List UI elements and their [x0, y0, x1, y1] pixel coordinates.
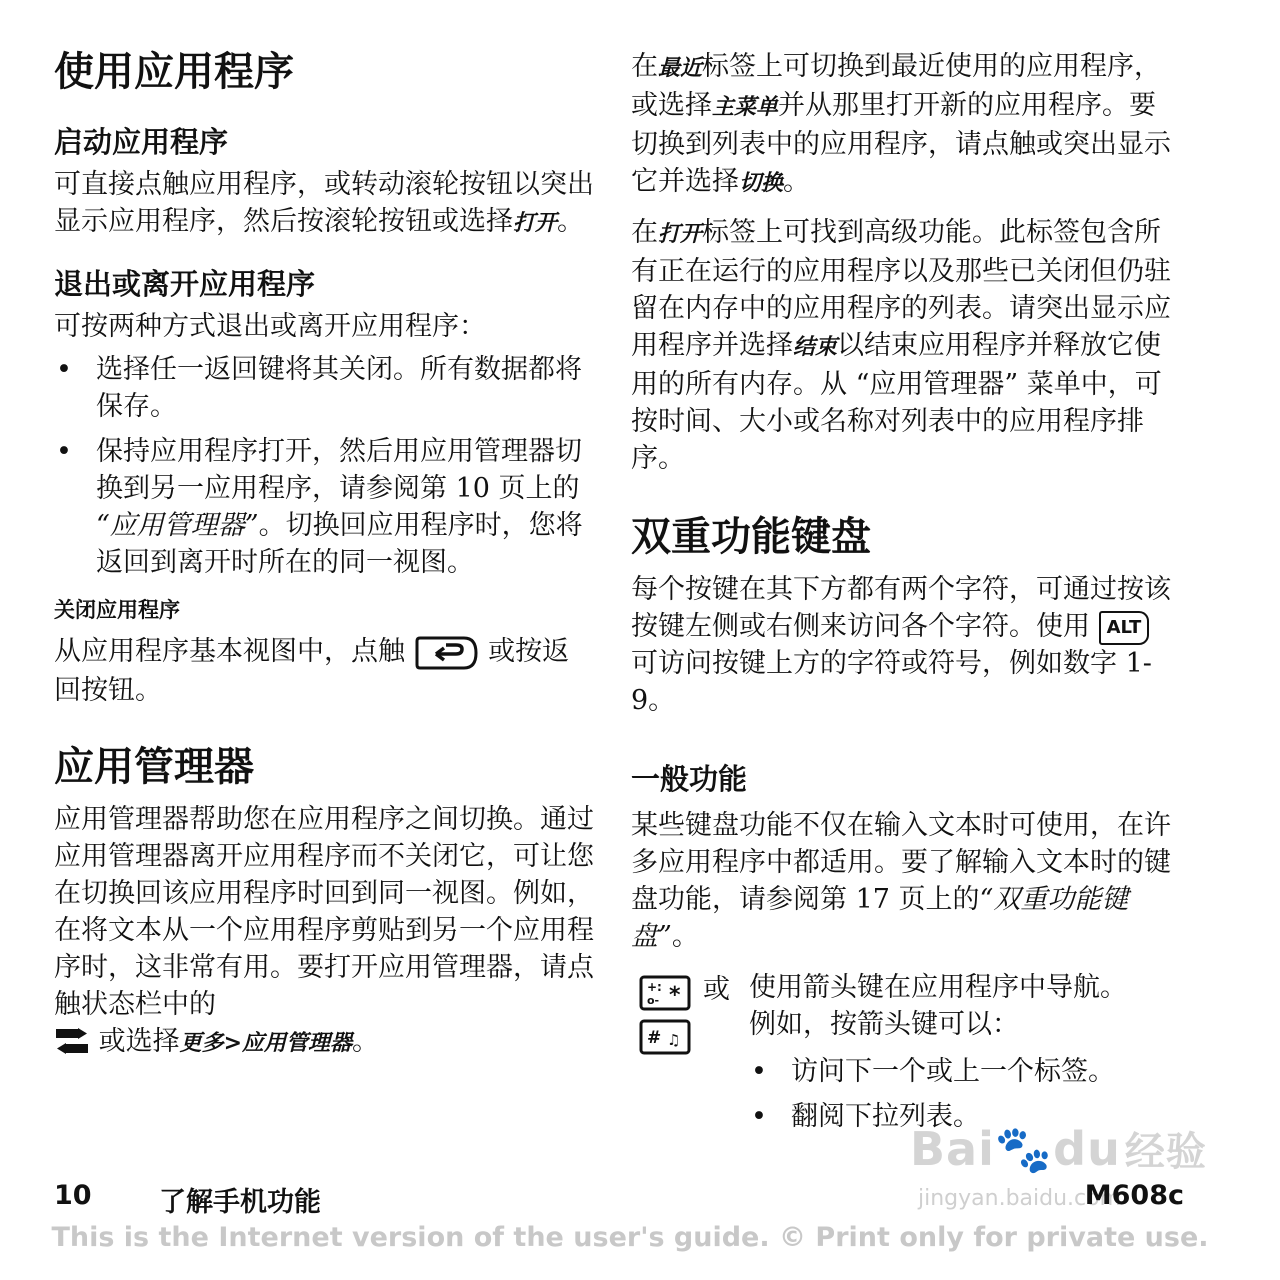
exit-apps-heading: 退出或离开应用程序 [54, 267, 316, 301]
watermark-url: jingyan.baidu.com [918, 1186, 1122, 1211]
page-title: 使用应用程序 [54, 49, 294, 95]
list-item: • 选择任一返回键将其关闭。所有数据都将保存。 [54, 351, 594, 425]
model-name: M608c [1084, 1180, 1184, 1211]
svg-text:o-: o- [647, 994, 660, 1007]
arrow-key-star-icon [639, 975, 691, 1011]
exit-options-list [54, 351, 594, 581]
more-app-manager-ui-term: 更多>应用管理器 [179, 1030, 353, 1056]
left-column [54, 40, 594, 1062]
general-functions-heading: 一般功能 [631, 762, 748, 796]
exit-apps-intro: 可按两种方式退出或离开应用程序： [54, 311, 486, 342]
svg-text:♫: ♫ [667, 1031, 681, 1049]
keyboard-heading: 双重功能键盘 [631, 514, 871, 560]
keyboard-text: 每个按键在其下方都有两个字符，可通过按该按键左侧或右侧来访问各个字符。使用 ALT 可访问按键上方的字符或符号，例如数字 1-9。 [631, 574, 1171, 716]
paw-icon: 🐾 [994, 1122, 1054, 1176]
app-switch-icon [54, 1027, 90, 1057]
start-apps-heading: 启动应用程序 [54, 125, 229, 159]
recent-tab-text: 在最近标签上可切换到最近使用的应用程序，或选择主菜单并从那里打开新的应用程序。要切换到列表中的应用程序，请点触或突出显示它并选择切换。 [631, 51, 1171, 197]
list-item: • 翻阅下拉列表。 [749, 1098, 1169, 1135]
alt-key-icon: ALT [1099, 611, 1150, 645]
svg-text:+:: +: [647, 980, 662, 994]
app-manager-heading: 应用管理器 [54, 743, 254, 790]
right-column [631, 48, 1181, 1149]
internet-version-disclaimer: This is the Internet version of the user's guide. © Print only for private use. [51, 1222, 1209, 1253]
close-apps-heading: 关闭应用程序 [54, 598, 180, 622]
svg-text:#: # [647, 1028, 662, 1048]
page-number: 10 [54, 1180, 92, 1211]
general-functions-text: 某些键盘功能不仅在输入文本时可使用，在许多应用程序中都适用。要了解输入文本时的键盘功能，请参阅第 17 页上的“双重功能键盘”。 [631, 810, 1171, 952]
app-manager-text: 应用管理器帮助您在应用程序之间切换。通过应用管理器离开应用程序而不关闭它，可让您在切换回该应用程序时回到同一视图。例如，在将文本从一个应用程序剪贴到另一个应用程序时，这非常有用。要打开应用管理器，请点触状态栏中的 或选择更多>应用管理器。 [54, 803, 594, 1057]
back-key-icon [414, 634, 480, 672]
baidu-jingyan-watermark: Bai🐾du 经验 jingyan.baidu.com [910, 1122, 1207, 1211]
section-title: 了解手机功能 [159, 1187, 321, 1218]
arrow-keys-text: 使用箭头键在应用程序中导航。例如，按箭头键可以： [749, 972, 1127, 1040]
open-ui-term: 打开 [513, 211, 558, 236]
page-footer [54, 1180, 1184, 1220]
arrow-key-hash-icon [639, 1019, 691, 1055]
svg-text:*: * [669, 983, 681, 1008]
close-apps-text: 从应用程序基本视图中，点触 或按返回按钮。 [54, 633, 594, 709]
list-item: • 访问下一个或上一个标签。 [749, 1053, 1169, 1090]
app-manager-ref: “应用管理器” [96, 510, 259, 541]
or-text: 或 [703, 974, 730, 1005]
dual-keyboard-ref: “双重功能键盘” [631, 884, 1129, 952]
list-item: • 保持应用程序打开，然后用应用管理器切换到另一应用程序，请参阅第 10 页上的 “应用管理器”。切换回应用程序时，您将返回到离开时所在的同一视图。 [54, 433, 594, 581]
open-tab-text: 在打开标签上可找到高级功能。此标签包含所有正在运行的应用程序以及那些已关闭但仍驻留在内存中的应用程序的列表。请突出显示应用程序并选择结束以结束应用程序并释放它使用的所有内存。从 “应用管理器” 菜单中，可按时间、大小或名称对列表中的应用程序排序。 [631, 217, 1171, 474]
start-apps-text: 可直接点触应用程序，或转动滚轮按钮以突出显示应用程序，然后按滚轮按钮或选择打开。 [54, 169, 594, 237]
